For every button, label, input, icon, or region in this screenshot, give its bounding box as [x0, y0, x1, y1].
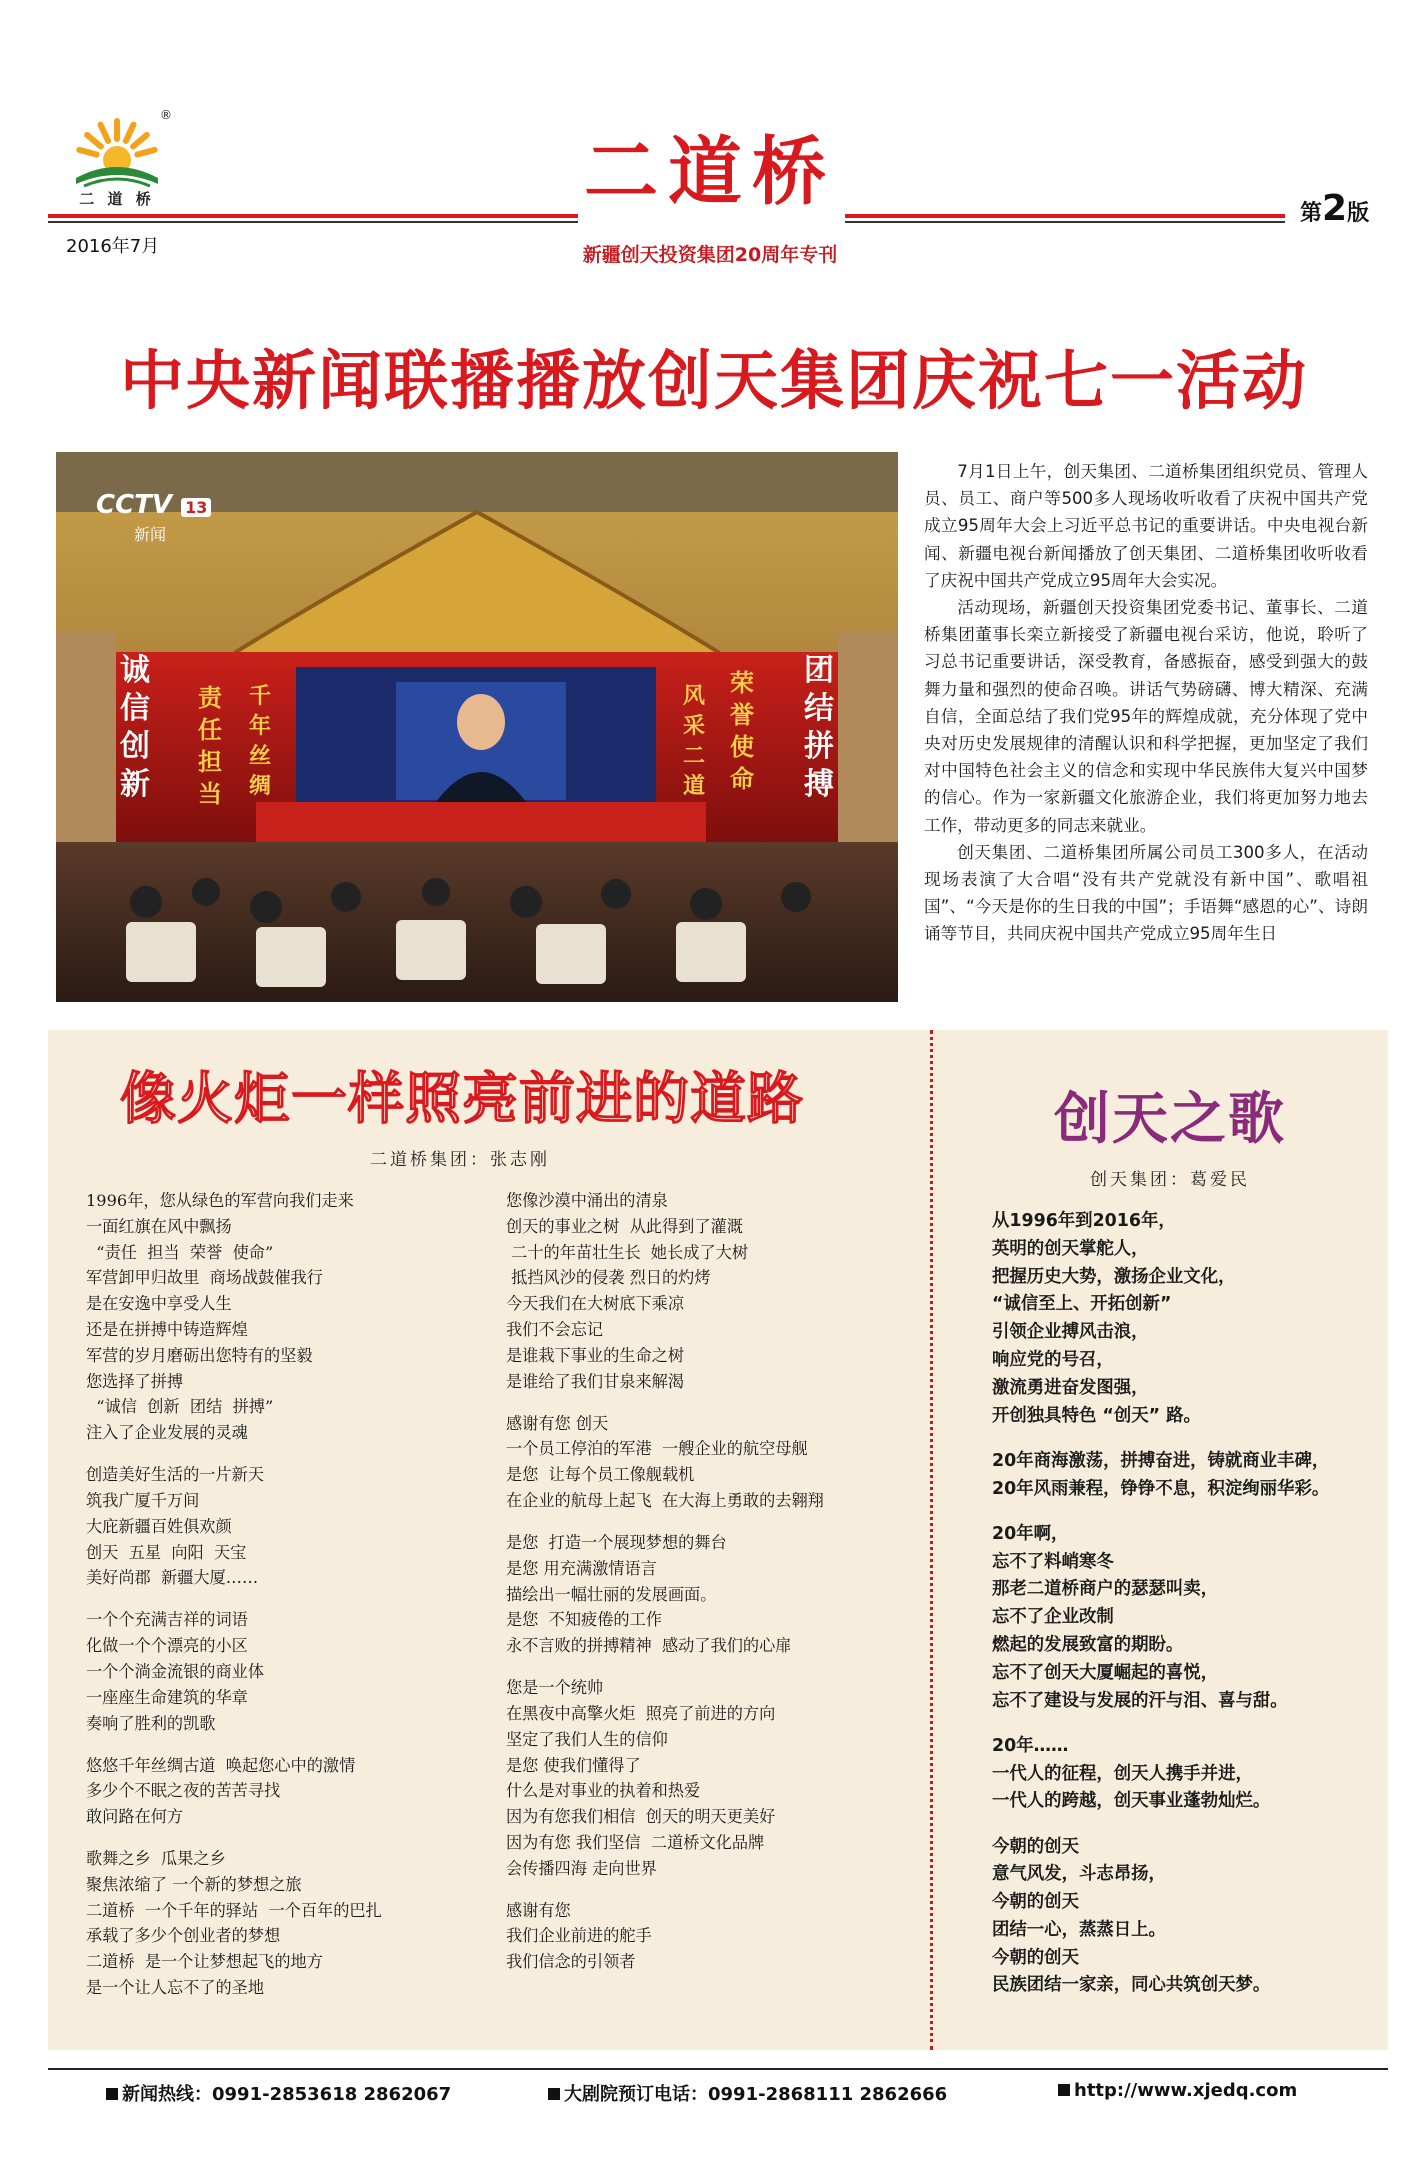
poem-line: 创天 五星 向阳 天宝 — [86, 1542, 247, 1562]
news-hotline-text: 新闻热线：0991-2853618 2862067 — [122, 2084, 452, 2105]
banner-left-3 — [246, 682, 274, 802]
poem-line: 二十的年苗壮生长 她长成了大树 — [506, 1242, 749, 1262]
poem-line: 忘不了料峭寒冬 — [992, 1551, 1114, 1572]
page-number — [1300, 188, 1369, 229]
poem-line — [992, 1503, 1382, 1520]
banner-char: 团 — [804, 653, 834, 688]
poem-line: 感谢有您 创天 — [506, 1413, 609, 1433]
poem-line: 把握历史大势，激扬企业文化， — [992, 1266, 1236, 1287]
poem-line: 一个个充满吉祥的词语 — [86, 1610, 248, 1630]
poem-line: 从1996年到2016年， — [992, 1211, 1176, 1231]
theater-booking-text: 大剧院预订电话：0991-2868111 2862666 — [564, 2084, 948, 2105]
poem-line: 今朝的创天 — [992, 1947, 1079, 1968]
poem-line: 1996年，您从绿色的军营向我们走来 — [86, 1191, 354, 1210]
poem-line: 大庇新疆百姓俱欢颜 — [86, 1516, 232, 1536]
banner-char: 信 — [120, 691, 150, 726]
article-paragraph: 7月1日上午，创天集团、二道桥集团组织党员、管理人员、员工、商户等500多人现场收听收看了庆祝中国共产党成立95周年大会上习近平总书记的重要讲话。中央电视台新闻、新疆电视台新闻播放了创天集团、二道桥集团收听收看了庆祝中国共产党成立95周年大会实况。 — [924, 462, 1368, 590]
banner-char: 结 — [804, 691, 834, 726]
poem1-title: 像火炬一样照亮前进的道路 — [120, 1067, 804, 1132]
banner-char: 诚 — [120, 653, 150, 688]
poem-line: 一个个淌金流银的商业体 — [86, 1661, 265, 1681]
footer-rule — [48, 2068, 1388, 2070]
poem-line: 意气风发，斗志昂扬， — [992, 1864, 1166, 1885]
website-link[interactable]: http://www.xjedq.com — [1074, 2080, 1298, 2101]
poem-line: 还是在拼搏中铸造辉煌 — [86, 1319, 248, 1339]
banner-char: 道 — [682, 774, 705, 799]
poem-line: 因为有您我们相信 创天的明天更美好 — [506, 1807, 776, 1827]
poem-line: 感谢有您 — [506, 1900, 571, 1920]
poem-line: “责任 担当 荣誉 使命” — [86, 1242, 274, 1262]
banner-char: 责 — [198, 684, 222, 712]
bullet-square-icon — [106, 2088, 118, 2100]
poem-line: 描绘出一幅壮丽的发展画面。 — [506, 1584, 717, 1604]
poem-line: 敢问路在何方 — [86, 1807, 184, 1827]
article-paragraph: 创天集团、二道桥集团所属公司员工300多人，在活动现场表演了大合唱“没有共产党就没有新中国”、歌唱祖国”、“今天是你的生日我的中国”；手语舞“感恩的心”、诗朗诵等节目，共同庆祝中国共产党成立95周年生日 — [924, 842, 1368, 944]
poem-line: 20年…… — [992, 1735, 1069, 1756]
event-photo — [56, 452, 898, 1002]
poem-line: 一代人的征程，创天人携手并进， — [992, 1763, 1253, 1784]
poem-line: 20年商海激荡，拼搏奋进，铸就商业丰碑， — [992, 1450, 1330, 1471]
cctv-channel-name: 新闻 — [134, 525, 167, 544]
poem-line — [992, 1715, 1382, 1732]
poem-line: 承载了多少个创业者的梦想 — [86, 1926, 281, 1946]
poem-line: 团结一心，蒸蒸日上。 — [992, 1919, 1166, 1940]
poem-line — [506, 1514, 926, 1530]
banner-char: 二 — [682, 744, 705, 769]
poem-line: 我们信念的引领者 — [506, 1952, 636, 1972]
poem-line: 多少个不眠之夜的苦苦寻找 — [86, 1781, 281, 1801]
banner-char: 新 — [120, 767, 150, 802]
poem-line: 今朝的创天 — [992, 1892, 1079, 1913]
poem-line: 悠悠千年丝绸古道 唤起您心中的激情 — [86, 1755, 356, 1775]
poem-line: 20年风雨兼程，铮铮不息，积淀绚丽华彩。 — [992, 1478, 1330, 1499]
poem-line: 20年啊， — [992, 1523, 1069, 1544]
header-rule-left-dark — [48, 221, 578, 223]
poem1-author: 二道桥集团：张志刚 — [370, 1150, 550, 1170]
poem-line: 会传播四海 走向世界 — [506, 1858, 657, 1878]
poem-line: 燃起的发展致富的期盼。 — [992, 1634, 1184, 1655]
poem-line: 军营的岁月磨砺出您特有的坚毅 — [86, 1345, 313, 1365]
poem1-column-1 — [86, 1188, 486, 2001]
poem-line: 美好尚郡 新疆大厦…… — [86, 1568, 259, 1588]
headline: 中央新闻联播播放创天集团庆祝七一活动 — [120, 345, 1308, 419]
bullet-square-icon — [1058, 2084, 1070, 2096]
cctv-channel-number: 13 — [181, 498, 211, 517]
poem-line: 英明的创天掌舵人， — [992, 1238, 1149, 1259]
banner-char: 命 — [730, 765, 754, 793]
poem-line: 是一个让人忘不了的圣地 — [86, 1978, 265, 1998]
special-issue-subtitle: 新疆创天投资集团20周年专刊 — [582, 244, 838, 266]
website[interactable] — [1058, 2080, 1297, 2101]
poem-line: 是在安逸中享受人生 — [86, 1294, 232, 1314]
poem-line: 我们不会忘记 — [506, 1319, 604, 1339]
banner-char: 担 — [198, 748, 222, 776]
poem-line — [506, 1881, 926, 1897]
poem-line: 二道桥 一个千年的驿站 一个百年的巴扎 — [86, 1900, 382, 1920]
poem-line: 开创独具特色 “创天” 路。 — [992, 1405, 1201, 1426]
poem-line: 奏响了胜利的凯歌 — [86, 1713, 216, 1733]
poem-line: 化做一个个漂亮的小区 — [86, 1636, 248, 1656]
poem-line: 是您 不知疲倦的工作 — [506, 1610, 662, 1630]
poem-line: 创天的事业之树 从此得到了灌溉 — [506, 1216, 743, 1236]
banner-left-2 — [196, 682, 224, 810]
news-article — [924, 458, 1368, 948]
poem-line: 您是一个统帅 — [506, 1678, 604, 1698]
poem-line: 激流勇进奋发图强， — [992, 1377, 1149, 1398]
poem-line: 今天我们在大树底下乘凉 — [506, 1294, 685, 1314]
banner-char: 丝 — [248, 744, 271, 769]
banner-char: 年 — [248, 714, 271, 739]
poem-line — [86, 1446, 486, 1462]
banner-char: 千 — [248, 684, 271, 709]
poem-line: 是您 让每个员工像舰载机 — [506, 1465, 695, 1485]
banner-char: 绸 — [248, 774, 271, 799]
poem-line: 是您 用充满激情语言 — [506, 1558, 657, 1578]
poem-line: 军营卸甲归故里 商场战鼓催我行 — [86, 1268, 323, 1288]
banner-right-2 — [728, 667, 756, 795]
poem-line: “诚信 创新 团结 拼搏” — [86, 1397, 274, 1417]
poem-line: 民族团结一家亲，同心共筑创天梦。 — [992, 1975, 1271, 1996]
poem-line: 是您 打造一个展现梦想的舞台 — [506, 1532, 727, 1552]
poem-line: 忘不了创天大厦崛起的喜悦， — [992, 1662, 1219, 1683]
poem-line: 筑我广厦千万间 — [86, 1490, 200, 1510]
poem-line: 那老二道桥商户的瑟瑟叫卖， — [992, 1579, 1219, 1600]
poem-line: 响应党的号召， — [992, 1349, 1114, 1370]
header-rule-right-red — [845, 214, 1285, 218]
page-suffix: 版 — [1347, 201, 1370, 226]
banner-char: 创 — [120, 729, 150, 764]
masthead-title: 二道桥 — [584, 129, 836, 215]
poem-line: 在企业的航母上起飞 在大海上勇敢的去翱翔 — [506, 1490, 824, 1510]
banner-right-3 — [680, 682, 708, 802]
poem-line: 抵挡风沙的侵袭 烈日的灼烤 — [506, 1268, 711, 1288]
banner-char: 采 — [682, 714, 705, 739]
poem-line: 您像沙漠中涌出的清泉 — [506, 1191, 668, 1210]
poem-line: 二道桥 是一个让梦想起飞的地方 — [86, 1952, 323, 1972]
poem-line: 一个员工停泊的军港 一艘企业的航空母舰 — [506, 1439, 808, 1459]
poem2-body — [992, 1208, 1382, 2000]
poem-line — [86, 1736, 486, 1752]
cctv-logo-text: CCTV — [96, 490, 173, 520]
poem-line: 忘不了建设与发展的汗与泪、喜与甜。 — [992, 1690, 1288, 1711]
banner-char: 搏 — [804, 767, 834, 802]
poem-line — [992, 1816, 1382, 1833]
banner-right-1 — [802, 652, 836, 804]
article-paragraph: 活动现场，新疆创天投资集团党委书记、董事长、二道桥集团董事长栾立新接受了新疆电视台采访，他说，聆听了习总书记重要讲话，深受教育，备感振奋，感受到强大的鼓舞力量和强烈的使命召唤。讲话气势磅礴、博大精深、充满自信，全面总结了我们党95年的辉煌成就，充分体现了党中央对历史发展规律的清醒认识和科学把握，更加坚定了我们对中国特色社会主义的信念和实现中华民族伟大复兴中国梦的信心。作为一家新疆文化旅游企业，我们将更加努力地去工作，带动更多的同志来就业。 — [924, 598, 1368, 835]
poem-line: 您选择了拼搏 — [86, 1371, 184, 1391]
poem-line — [86, 1830, 486, 1846]
banner-char: 誉 — [730, 701, 754, 729]
poem-line: 是您 使我们懂得了 — [506, 1755, 641, 1775]
banner-char: 当 — [198, 780, 222, 808]
poem-line: 歌舞之乡 瓜果之乡 — [86, 1849, 226, 1869]
poem-line: 聚焦浓缩了 一个新的梦想之旅 — [86, 1874, 302, 1894]
poem-line: 一座座生命建筑的华章 — [86, 1687, 248, 1707]
poem-line: 在黑夜中高擎火炬 照亮了前进的方向 — [506, 1703, 776, 1723]
poem-line: “诚信至上、开拓创新” — [992, 1294, 1172, 1315]
poem-line: 注入了企业发展的灵魂 — [86, 1423, 248, 1443]
banner-char: 拼 — [804, 729, 834, 764]
poem-line — [506, 1394, 926, 1410]
poem-line: 是谁给了我们甘泉来解渴 — [506, 1371, 685, 1391]
poem-line: 忘不了企业改制 — [992, 1607, 1114, 1628]
poem-line: 是谁栽下事业的生命之树 — [506, 1345, 685, 1365]
poem1-column-2 — [506, 1188, 926, 1975]
registered-mark: ® — [160, 108, 172, 122]
page-prefix: 第 — [1300, 201, 1323, 226]
cctv-logo — [96, 490, 211, 520]
news-hotline — [106, 2080, 451, 2106]
banner-left-1 — [118, 652, 152, 804]
poem-line: 创造美好生活的一片新天 — [86, 1465, 265, 1485]
section-divider — [930, 1030, 933, 2050]
issue-date: 2016年7月 — [66, 236, 160, 257]
poem-line: 坚定了我们人生的信仰 — [506, 1729, 668, 1749]
poem-line: 今朝的创天 — [992, 1836, 1079, 1857]
poem-line: 永不言败的拼搏精神 感动了我们的心扉 — [506, 1636, 792, 1656]
poem-line: 引领企业搏风击浪， — [992, 1322, 1149, 1343]
banner-char: 荣 — [730, 669, 754, 697]
poem-line — [506, 1659, 926, 1675]
banner-char: 风 — [682, 684, 705, 709]
banner-char: 任 — [198, 716, 222, 744]
theater-booking — [548, 2080, 947, 2106]
poem2-title: 创天之歌 — [1054, 1087, 1286, 1152]
banner-char: 使 — [730, 733, 754, 761]
logo-text: 二 道 桥 — [79, 190, 155, 208]
poem-line: 我们企业前进的舵手 — [506, 1926, 652, 1946]
poem-line: 什么是对事业的执着和热爱 — [506, 1781, 701, 1801]
bullet-square-icon — [548, 2088, 560, 2100]
header-rule-left-red — [48, 214, 578, 218]
page-number-value: 2 — [1322, 188, 1348, 229]
poem-line — [992, 1430, 1382, 1447]
sunrise-logo-icon — [62, 108, 172, 198]
poem-line — [86, 1591, 486, 1607]
header-rule-right-dark — [845, 221, 1285, 223]
poem-line: 一代人的跨越，创天事业蓬勃灿烂。 — [992, 1791, 1271, 1812]
poem-line: 一面红旗在风中飘扬 — [86, 1216, 232, 1236]
poem-line: 因为有您 我们坚信 二道桥文化品牌 — [506, 1832, 765, 1852]
poem2-author: 创天集团：葛爱民 — [1090, 1170, 1250, 1190]
